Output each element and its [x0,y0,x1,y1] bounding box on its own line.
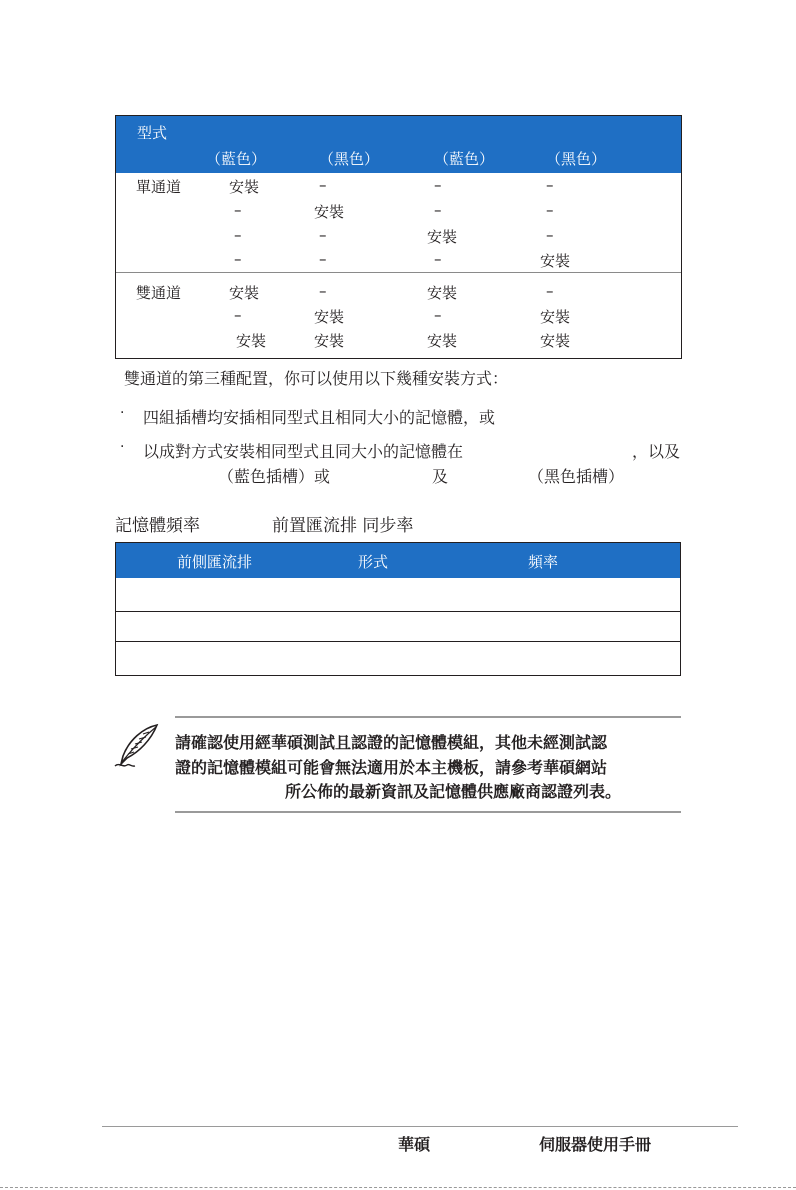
cell: 安裝 [427,332,458,350]
cell: – [319,282,327,300]
cell: 安裝 [427,228,458,246]
section-heading-2: 前置匯流排 同步率 [272,516,414,536]
bullet-dot: · [120,439,125,455]
cell: – [319,226,327,244]
note-line-2: 證的記憶體模組可能會無法適用於本主機板，請參考華碩網站 [175,758,608,777]
cell: 安裝 [314,308,345,326]
cell: 安裝 [540,332,571,350]
intro-text: 雙通道的第三種配置，你可以使用以下幾種安裝方式： [124,369,509,388]
row-divider [116,272,681,273]
header-col-4: （黑色） [546,150,607,168]
header-type: 形式 [358,553,389,571]
cell: – [319,250,327,268]
dimm-config-table [115,115,682,359]
table-row-divider [116,641,680,642]
cell: – [434,176,442,194]
footer-title: 伺服器使用手冊 [539,1135,652,1154]
cell: 安裝 [427,284,458,302]
cell: – [546,282,554,300]
footer-rule [102,1126,738,1127]
cell: – [546,226,554,244]
section-heading-1: 記憶體頻率 [115,516,200,536]
memory-frequency-table [115,542,681,676]
header-fsb: 前側匯流排 [177,553,253,571]
table-header [116,543,680,578]
cell: – [546,201,554,219]
header-col-2: （黑色） [319,150,380,168]
page-edge-dash [0,1187,796,1188]
cell: 安裝 [540,308,571,326]
cell: – [234,306,242,324]
bullet-2-and: 及 [432,467,449,486]
cell: – [434,201,442,219]
note-top-rule [175,716,681,718]
cell: – [234,226,242,244]
cell: – [434,306,442,324]
bullet-2-black-slot: （黑色插槽） [528,467,625,486]
bullet-2-text: 以成對方式安裝相同型式且同大小的記憶體在 [143,442,464,461]
bullet-2-blue-slot: （藍色插槽）或 [218,467,331,486]
feather-pen-icon [113,722,161,770]
cell: 安裝 [236,332,267,350]
cell: – [546,176,554,194]
note-line-3: 所公佈的最新資訊及記憶體供應廠商認證列表。 [285,782,622,801]
cell: – [319,176,327,194]
cell: 安裝 [229,284,260,302]
header-col-1: （藍色） [206,150,267,168]
dual-channel-label: 雙通道 [136,284,182,302]
table-header [116,116,681,173]
cell: 安裝 [540,252,571,270]
cell: – [234,250,242,268]
note-bottom-rule [175,811,681,813]
header-col-3: （藍色） [434,150,495,168]
cell: – [434,250,442,268]
bullet-1-text: 四組插槽均安插相同型式且相同大小的記憶體，或 [143,408,496,427]
cell: 安裝 [229,178,260,196]
header-title: 型式 [137,124,168,142]
header-frequency: 頻率 [528,553,559,571]
cell: – [234,201,242,219]
table-row-divider [116,611,680,612]
note-line-1: 請確認使用經華碩測試且認證的記憶體模組，其他未經測試認 [175,733,608,752]
bullet-2-text-end: ，以及 [632,442,681,461]
footer-brand: 華碩 [398,1135,431,1154]
single-channel-label: 單通道 [136,178,182,196]
bullet-dot: · [120,405,125,421]
cell: 安裝 [314,332,345,350]
cell: 安裝 [314,203,345,221]
